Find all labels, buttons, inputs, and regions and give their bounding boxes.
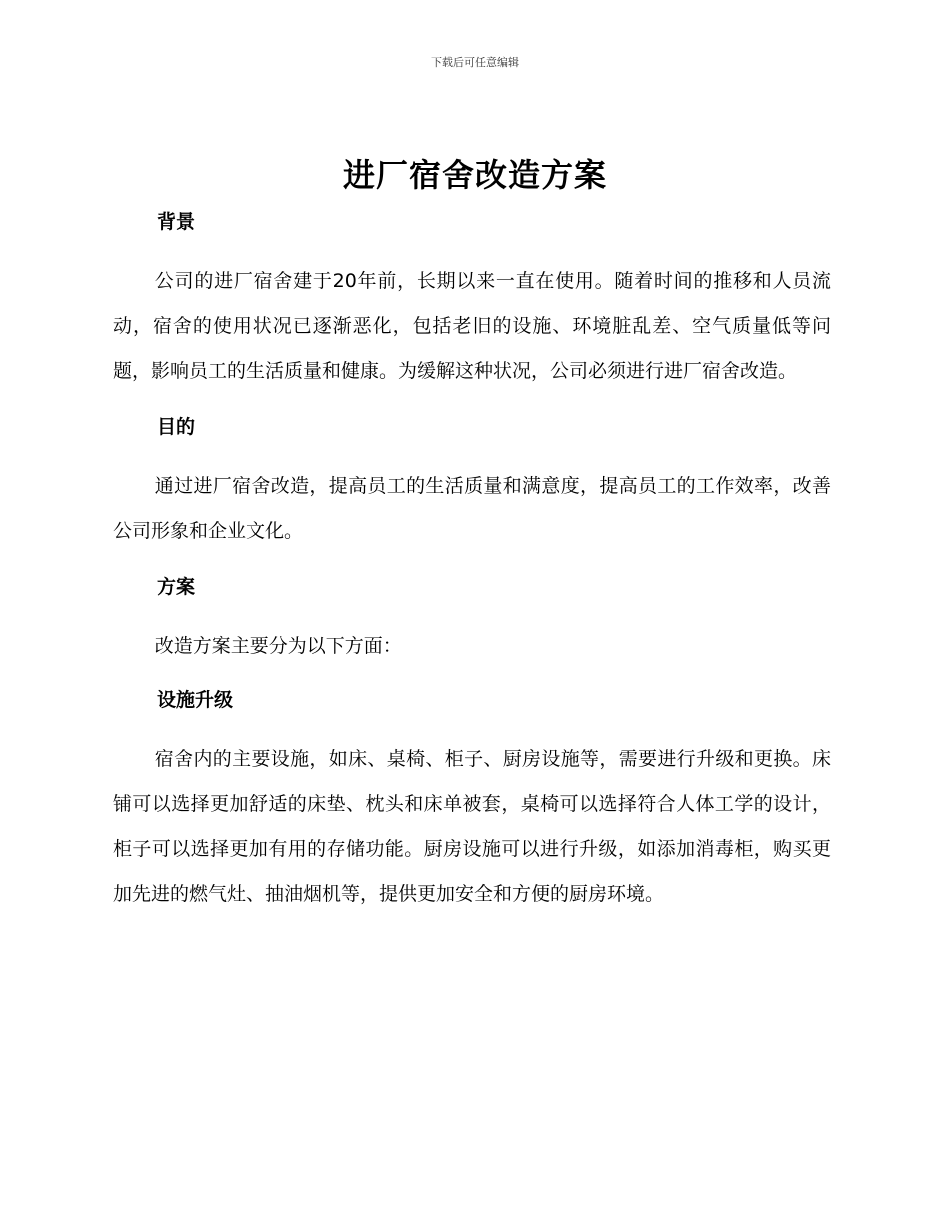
section-plan [113,568,831,681]
section-heading-plan: 方案 [157,576,196,598]
document-title: 进厂宿舍改造方案 [342,156,607,194]
header-note: 下载后可任意编辑 [431,56,519,69]
section-background [113,203,831,408]
section-paragraph-plan: 改造方案主要分为以下方面： [154,635,402,657]
section-purpose [113,408,831,568]
section-paragraph-facility-upgrade: 宿舍内的主要设施，如床、桌椅、柜子、厨房设施等，需要进行升级和更换。床铺可以选择更加舒适的床垫、枕头和床单被套，桌椅可以选择符合人体工学的设计，柜子可以选择更加有用的存储功能。厨房设施可以进行升级，如添加消毒柜，购买更加先进的燃气灶、抽油烟机等，提供更加安全和方便的厨房环境。 [113,748,831,905]
section-heading-purpose: 目的 [157,416,196,438]
section-facility-upgrade [113,681,831,917]
section-heading-facility-upgrade: 设施升级 [157,689,234,711]
document-body [113,203,831,917]
section-paragraph-purpose: 通过进厂宿舍改造，提高员工的生活质量和满意度，提高员工的工作效率，改善公司形象和企业文化。 [113,475,831,542]
section-heading-background: 背景 [157,211,196,233]
section-paragraph-background: 公司的进厂宿舍建于20年前，长期以来一直在使用。随着时间的推移和人员流动，宿舍的使用状况已逐渐恶化，包括老旧的设施、环境脏乱差、空气质量低等问题，影响员工的生活质量和健康。为缓解这种状况，公司必须进行进厂宿舍改造。 [113,270,831,382]
